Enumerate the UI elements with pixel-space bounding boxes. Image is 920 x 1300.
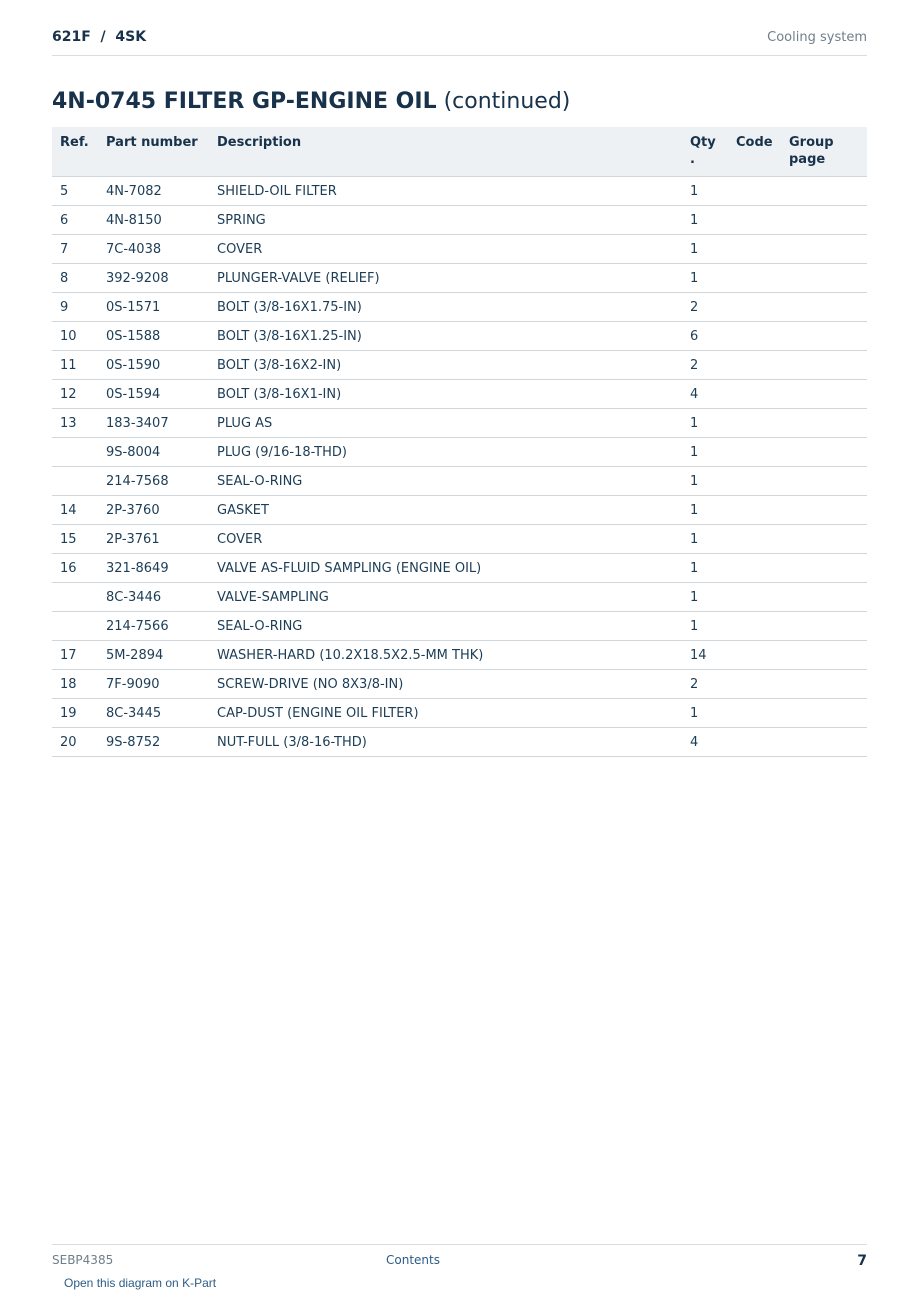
- code-cell: [728, 525, 781, 554]
- column-header-ref: Ref.: [52, 127, 98, 177]
- ref-cell: 11: [52, 351, 98, 380]
- ref-cell: 14: [52, 496, 98, 525]
- document-id: SEBP4385: [52, 1253, 114, 1267]
- column-header-description: Description: [209, 127, 682, 177]
- ref-cell: 17: [52, 641, 98, 670]
- qty-cell: 6: [682, 322, 728, 351]
- table-row: [52, 206, 867, 235]
- group-page-cell: [781, 525, 867, 554]
- code-cell: [728, 380, 781, 409]
- title-main: 4N-0745 FILTER GP-ENGINE OIL: [52, 89, 437, 114]
- table-row: [52, 467, 867, 496]
- group-page-cell: [781, 583, 867, 612]
- part-number-cell: 321-8649: [98, 554, 209, 583]
- qty-cell: 2: [682, 293, 728, 322]
- group-page-cell: [781, 612, 867, 641]
- code-cell: [728, 264, 781, 293]
- part-number-cell: 0S-1594: [98, 380, 209, 409]
- qty-cell: 1: [682, 177, 728, 206]
- part-number-cell: 5M-2894: [98, 641, 209, 670]
- qty-cell: 1: [682, 496, 728, 525]
- contents-link[interactable]: Contents: [386, 1253, 440, 1267]
- ref-cell: 10: [52, 322, 98, 351]
- table-header: [52, 127, 867, 177]
- part-number-cell: 0S-1588: [98, 322, 209, 351]
- code-cell: [728, 612, 781, 641]
- group-page-cell: [781, 177, 867, 206]
- description-cell: SPRING: [209, 206, 682, 235]
- open-kpart-link[interactable]: Open this diagram on K-Part: [64, 1276, 217, 1290]
- table-row: [52, 322, 867, 351]
- group-page-cell: [781, 206, 867, 235]
- description-cell: BOLT (3/8-16X2-IN): [209, 351, 682, 380]
- qty-cell: 4: [682, 728, 728, 757]
- qty-cell: 1: [682, 467, 728, 496]
- ref-cell: 6: [52, 206, 98, 235]
- description-cell: SCREW-DRIVE (NO 8X3/8-IN): [209, 670, 682, 699]
- column-header-part-number: Part number: [98, 127, 209, 177]
- part-number-cell: 183-3407: [98, 409, 209, 438]
- code-cell: [728, 641, 781, 670]
- ref-cell: 16: [52, 554, 98, 583]
- qty-cell: 1: [682, 409, 728, 438]
- group-page-cell: [781, 699, 867, 728]
- table-row: [52, 525, 867, 554]
- ref-cell: 13: [52, 409, 98, 438]
- group-page-cell: [781, 322, 867, 351]
- description-cell: PLUG (9/16-18-THD): [209, 438, 682, 467]
- group-page-cell: [781, 467, 867, 496]
- code-cell: [728, 467, 781, 496]
- part-number-cell: 2P-3761: [98, 525, 209, 554]
- qty-cell: 4: [682, 380, 728, 409]
- group-page-cell: [781, 235, 867, 264]
- qty-cell: 14: [682, 641, 728, 670]
- part-number-cell: 9S-8752: [98, 728, 209, 757]
- ref-cell: 20: [52, 728, 98, 757]
- qty-cell: 1: [682, 206, 728, 235]
- group-page-cell: [781, 496, 867, 525]
- description-cell: COVER: [209, 235, 682, 264]
- ref-cell: 15: [52, 525, 98, 554]
- description-cell: COVER: [209, 525, 682, 554]
- ref-cell: [52, 467, 98, 496]
- qty-cell: 1: [682, 525, 728, 554]
- description-cell: WASHER-HARD (10.2X18.5X2.5-MM THK): [209, 641, 682, 670]
- code-cell: [728, 583, 781, 612]
- parts-table: [52, 127, 867, 757]
- ref-cell: 8: [52, 264, 98, 293]
- table-row: [52, 583, 867, 612]
- qty-cell: 1: [682, 235, 728, 264]
- code-cell: [728, 496, 781, 525]
- code-cell: [728, 670, 781, 699]
- page-header: [52, 28, 867, 56]
- group-page-cell: [781, 264, 867, 293]
- part-number-cell: 2P-3760: [98, 496, 209, 525]
- ref-cell: [52, 612, 98, 641]
- code-cell: [728, 409, 781, 438]
- part-number-cell: 8C-3445: [98, 699, 209, 728]
- description-cell: BOLT (3/8-16X1.25-IN): [209, 322, 682, 351]
- title-suffix: (continued): [443, 89, 571, 114]
- ref-cell: [52, 583, 98, 612]
- group-page-cell: [781, 641, 867, 670]
- qty-cell: 1: [682, 612, 728, 641]
- description-cell: PLUG AS: [209, 409, 682, 438]
- qty-cell: 1: [682, 438, 728, 467]
- description-cell: CAP-DUST (ENGINE OIL FILTER): [209, 699, 682, 728]
- table-row: [52, 380, 867, 409]
- part-number-cell: 0S-1590: [98, 351, 209, 380]
- code-cell: [728, 728, 781, 757]
- table-row: [52, 351, 867, 380]
- table-row: [52, 641, 867, 670]
- description-cell: BOLT (3/8-16X1-IN): [209, 380, 682, 409]
- qty-cell: 1: [682, 583, 728, 612]
- table-row: [52, 235, 867, 264]
- part-number-cell: 214-7568: [98, 467, 209, 496]
- description-cell: SEAL-O-RING: [209, 467, 682, 496]
- group-page-cell: [781, 409, 867, 438]
- ref-cell: 9: [52, 293, 98, 322]
- code-cell: [728, 206, 781, 235]
- page-title: [52, 89, 570, 114]
- description-cell: VALVE AS-FLUID SAMPLING (ENGINE OIL): [209, 554, 682, 583]
- column-header-qty: Qty .: [682, 127, 728, 177]
- table-row: [52, 670, 867, 699]
- description-cell: PLUNGER-VALVE (RELIEF): [209, 264, 682, 293]
- page-number: 7: [857, 1253, 867, 1269]
- ref-cell: 5: [52, 177, 98, 206]
- code-cell: [728, 438, 781, 467]
- description-cell: VALVE-SAMPLING: [209, 583, 682, 612]
- part-number-cell: 8C-3446: [98, 583, 209, 612]
- description-cell: SHIELD-OIL FILTER: [209, 177, 682, 206]
- ref-cell: 19: [52, 699, 98, 728]
- code-cell: [728, 351, 781, 380]
- table-row: [52, 409, 867, 438]
- qty-cell: 1: [682, 264, 728, 293]
- group-page-cell: [781, 438, 867, 467]
- table-row: [52, 293, 867, 322]
- section-label: Cooling system: [767, 30, 867, 45]
- ref-cell: 7: [52, 235, 98, 264]
- table-row: [52, 699, 867, 728]
- table-row: [52, 496, 867, 525]
- table-header-row: [52, 127, 867, 177]
- group-page-cell: [781, 554, 867, 583]
- part-number-cell: 4N-8150: [98, 206, 209, 235]
- qty-cell: 1: [682, 699, 728, 728]
- part-number-cell: 214-7566: [98, 612, 209, 641]
- part-number-cell: 0S-1571: [98, 293, 209, 322]
- code-cell: [728, 293, 781, 322]
- ref-cell: 18: [52, 670, 98, 699]
- description-cell: SEAL-O-RING: [209, 612, 682, 641]
- table-body: [52, 177, 867, 757]
- column-header-code: Code: [728, 127, 781, 177]
- column-header-group-page: Group page: [781, 127, 867, 177]
- qty-cell: 2: [682, 670, 728, 699]
- group-page-cell: [781, 670, 867, 699]
- description-cell: BOLT (3/8-16X1.75-IN): [209, 293, 682, 322]
- description-cell: GASKET: [209, 496, 682, 525]
- table-row: [52, 177, 867, 206]
- table-row: [52, 264, 867, 293]
- group-page-cell: [781, 351, 867, 380]
- table-row: [52, 728, 867, 757]
- group-page-cell: [781, 728, 867, 757]
- table-row: [52, 554, 867, 583]
- model-label: 621F / 4SK: [52, 29, 147, 45]
- code-cell: [728, 322, 781, 351]
- ref-cell: [52, 438, 98, 467]
- description-cell: NUT-FULL (3/8-16-THD): [209, 728, 682, 757]
- qty-cell: 2: [682, 351, 728, 380]
- part-number-cell: 9S-8004: [98, 438, 209, 467]
- code-cell: [728, 554, 781, 583]
- table-row: [52, 438, 867, 467]
- qty-cell: 1: [682, 554, 728, 583]
- code-cell: [728, 177, 781, 206]
- part-number-cell: 4N-7082: [98, 177, 209, 206]
- part-number-cell: 392-9208: [98, 264, 209, 293]
- code-cell: [728, 699, 781, 728]
- part-number-cell: 7F-9090: [98, 670, 209, 699]
- part-number-cell: 7C-4038: [98, 235, 209, 264]
- ref-cell: 12: [52, 380, 98, 409]
- code-cell: [728, 235, 781, 264]
- page-footer: [52, 1244, 867, 1269]
- table-row: [52, 612, 867, 641]
- group-page-cell: [781, 293, 867, 322]
- group-page-cell: [781, 380, 867, 409]
